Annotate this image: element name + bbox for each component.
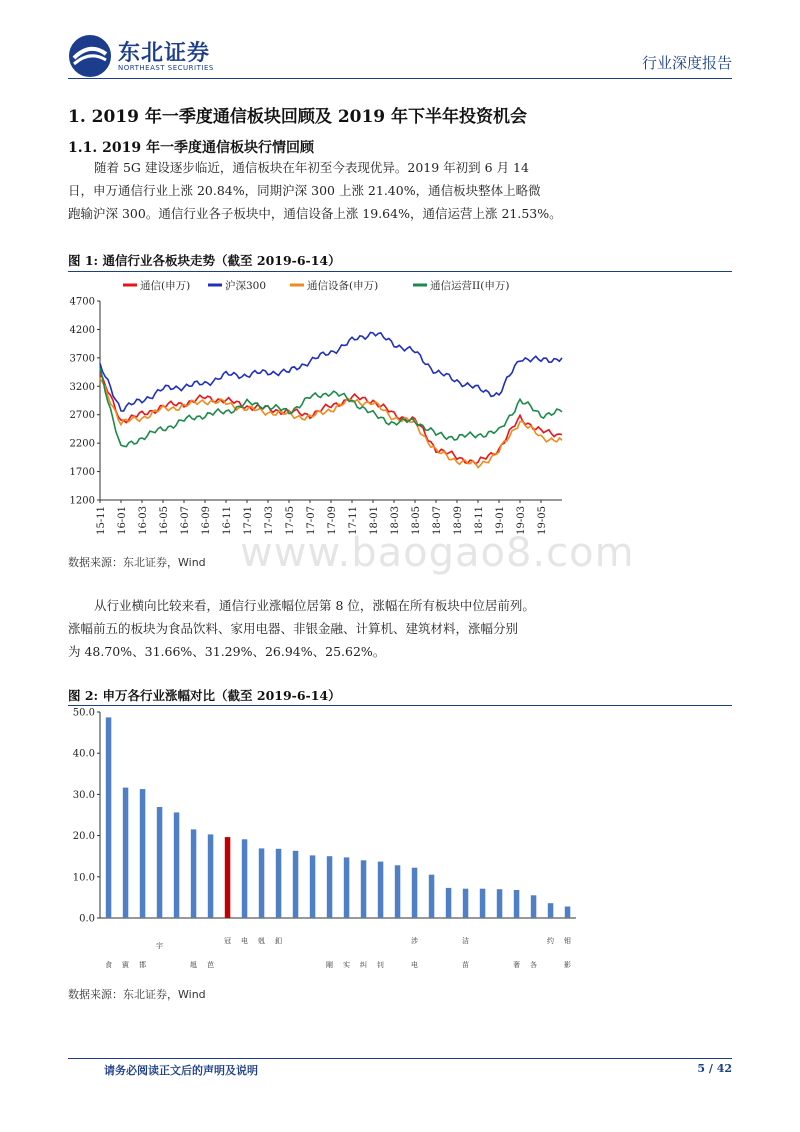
x-tick-label-9: 17-05 <box>285 506 296 535</box>
y-tick-label-1: 4200 <box>69 324 95 336</box>
bar-8 <box>242 839 248 918</box>
bar-20 <box>446 888 452 918</box>
bar-label-bottom-24: 奢 <box>513 961 520 969</box>
bar-label-bottom-15: 纠 <box>360 961 367 969</box>
bar-label-bottom-14: 实 <box>343 961 350 969</box>
para-1-line-3: 跑输沪深 300。通信行业各子板块中，通信设备上涨 19.64%，通信运营上涨 21.53%。 <box>68 206 562 221</box>
footer-disclaimer: 请务必阅读正文后的声明及说明 <box>104 1064 258 1077</box>
watermark: www.baogao8.com <box>240 530 635 576</box>
figure-1-rule <box>68 271 732 272</box>
series-line-2 <box>100 379 562 468</box>
x-tick-label-5: 16-09 <box>201 506 212 535</box>
x-tick-label-12: 17-11 <box>348 506 359 535</box>
x-tick-label-4: 16-07 <box>180 506 191 535</box>
legend-label-1: 沪深300 <box>225 280 267 292</box>
bar-24 <box>514 890 520 918</box>
bar-label-row1-3: 宇 <box>156 942 163 950</box>
bar-3 <box>157 807 163 918</box>
bar-4 <box>174 812 180 918</box>
bar-5 <box>191 829 197 918</box>
y-tick-label-4: 2700 <box>69 410 95 422</box>
bar-label-bottom-6: 芭 <box>207 961 214 969</box>
bar-7 <box>225 837 231 918</box>
figure-1-source: 数据来源：东北证券，Wind <box>68 556 206 569</box>
x-tick-label-11: 17-09 <box>327 506 338 535</box>
chart-axes <box>70 297 562 535</box>
chart-legend <box>123 279 510 292</box>
bar-15 <box>361 860 367 918</box>
x-tick-label-2: 16-03 <box>138 506 149 535</box>
x-tick-label-19: 19-01 <box>495 506 506 535</box>
bar-12 <box>310 855 316 918</box>
bar-y-tick-label-4: 10.0 <box>72 872 95 884</box>
x-tick-label-0: 15-11 <box>96 506 107 535</box>
bar-label-bottom-0: 食 <box>105 961 112 969</box>
bar-19 <box>429 875 435 918</box>
bar-y-tick-label-5: 0.0 <box>79 913 95 925</box>
section-title: 1. 2019 年一季度通信板块回顾及 2019 年下半年投资机会 <box>68 107 528 127</box>
bar-label-top-10: 釦 <box>275 937 282 945</box>
bar-label-top-27: 钼 <box>564 937 571 945</box>
para-2-line-1: 从行业横向比较来看，通信行业涨幅位居第 8 位，涨幅在所有板块中位居前列。 <box>94 598 535 613</box>
bar-18 <box>412 868 418 918</box>
bar-21 <box>463 889 469 918</box>
para-1-line-2: 日，申万通信行业上涨 20.84%，同期沪深 300 上涨 21.40%，通信板块整体上略微 <box>68 183 541 198</box>
legend-label-0: 通信(申万) <box>140 280 191 292</box>
figure-2-title: 图 2: 申万各行业涨幅对比（截至 2019-6-14） <box>68 688 341 703</box>
bar-label-bottom-21: 苗 <box>462 961 469 969</box>
bar-26 <box>548 903 554 918</box>
y-tick-label-6: 1700 <box>69 467 95 479</box>
bar-14 <box>344 857 350 918</box>
x-tick-label-14: 18-03 <box>390 506 401 535</box>
logo-text-cn: 东北证券 <box>118 41 211 66</box>
bar-chart-bars <box>106 717 571 918</box>
bar-0 <box>106 717 112 918</box>
bar-22 <box>480 889 486 918</box>
x-tick-label-10: 17-07 <box>306 506 317 535</box>
bar-y-tick-label-0: 50.0 <box>72 707 95 719</box>
y-tick-label-0: 4700 <box>69 296 95 308</box>
x-tick-label-15: 18-05 <box>411 506 422 535</box>
x-tick-label-17: 18-09 <box>453 506 464 535</box>
bar-label-top-26: 约 <box>547 937 554 945</box>
bar-1 <box>123 788 129 918</box>
x-tick-label-21: 19-05 <box>537 506 548 535</box>
bar-chart-category-labels <box>105 936 571 969</box>
header-divider <box>68 78 732 79</box>
bar-25 <box>531 895 537 918</box>
figure-2-source: 数据来源：东北证券，Wind <box>68 988 206 1001</box>
bar-label-top-7: 冠 <box>224 937 231 945</box>
series-line-1 <box>100 333 562 412</box>
bar-label-bottom-2: 邯 <box>139 961 146 969</box>
bar-label-bottom-1: 賓 <box>122 961 129 969</box>
bar-label-top-9: 剋 <box>258 937 265 945</box>
y-tick-label-3: 3200 <box>69 381 95 393</box>
footer-divider <box>68 1058 732 1059</box>
bar-label-bottom-16: 钊 <box>377 961 384 969</box>
logo-text-en: NORTHEAST SECURITIES <box>118 64 214 72</box>
x-tick-label-3: 16-05 <box>159 506 170 535</box>
figure-1-title: 图 1: 通信行业各板块走势（截至 2019-6-14） <box>68 253 341 268</box>
y-tick-label-2: 3700 <box>69 353 95 365</box>
bar-17 <box>395 865 401 918</box>
x-tick-label-18: 18-11 <box>474 506 485 535</box>
bar-11 <box>293 851 299 918</box>
bar-label-top-18: 涉 <box>411 937 418 945</box>
bar-9 <box>259 848 265 918</box>
company-logo <box>68 34 238 80</box>
bar-label-bottom-5: 趄 <box>190 961 197 969</box>
bar-label-bottom-18: 电 <box>411 961 418 969</box>
bar-10 <box>276 849 282 918</box>
x-tick-label-7: 17-01 <box>243 506 254 535</box>
report-type: 行业深度报告 <box>641 54 732 72</box>
logo-mark-icon <box>68 34 112 78</box>
chart-series-group <box>100 333 562 468</box>
legend-label-2: 通信设备(申万) <box>307 280 379 292</box>
x-tick-label-13: 18-01 <box>369 506 380 535</box>
y-tick-label-5: 2200 <box>69 438 95 450</box>
bar-y-tick-label-2: 30.0 <box>72 789 95 801</box>
para-1-line-1: 随着 5G 建设逐步临近，通信板块在年初至今表现优异。2019 年初到 6 月 14 <box>94 160 529 175</box>
bar-label-bottom-27: 影 <box>564 961 571 969</box>
para-2-line-3: 为 48.70%、31.66%、31.29%、26.94%、25.62%。 <box>68 644 386 659</box>
bar-2 <box>140 789 146 918</box>
y-tick-label-7: 1200 <box>69 495 95 507</box>
para-2-line-2: 涨幅前五的板块为食品饮料、家用电器、非银金融、计算机、建筑材料，涨幅分别 <box>68 621 519 636</box>
bar-label-bottom-13: 剛 <box>326 961 333 969</box>
x-tick-label-6: 16-11 <box>222 506 233 535</box>
bar-y-tick-label-1: 40.0 <box>72 748 95 760</box>
legend-label-3: 通信运营II(申万) <box>430 280 510 292</box>
bar-16 <box>378 862 384 918</box>
bar-label-top-8: 电 <box>241 937 248 945</box>
bar-label-bottom-25: 各 <box>530 961 537 969</box>
bar-13 <box>327 856 333 918</box>
bar-27 <box>565 907 571 919</box>
x-tick-label-16: 18-07 <box>432 506 443 535</box>
page-number: 5 / 42 <box>697 1062 732 1075</box>
subsection-title: 1.1. 2019 年一季度通信板块行情回顾 <box>68 140 314 156</box>
x-tick-label-1: 16-01 <box>117 506 128 535</box>
bar-chart <box>68 706 732 978</box>
x-tick-label-20: 19-03 <box>516 506 527 535</box>
line-chart <box>68 273 732 545</box>
bar-23 <box>497 889 503 918</box>
bar-label-top-21: 洁 <box>462 937 469 945</box>
x-tick-label-8: 17-03 <box>264 506 275 535</box>
bar-y-tick-label-3: 20.0 <box>72 831 95 843</box>
bar-6 <box>208 834 214 918</box>
